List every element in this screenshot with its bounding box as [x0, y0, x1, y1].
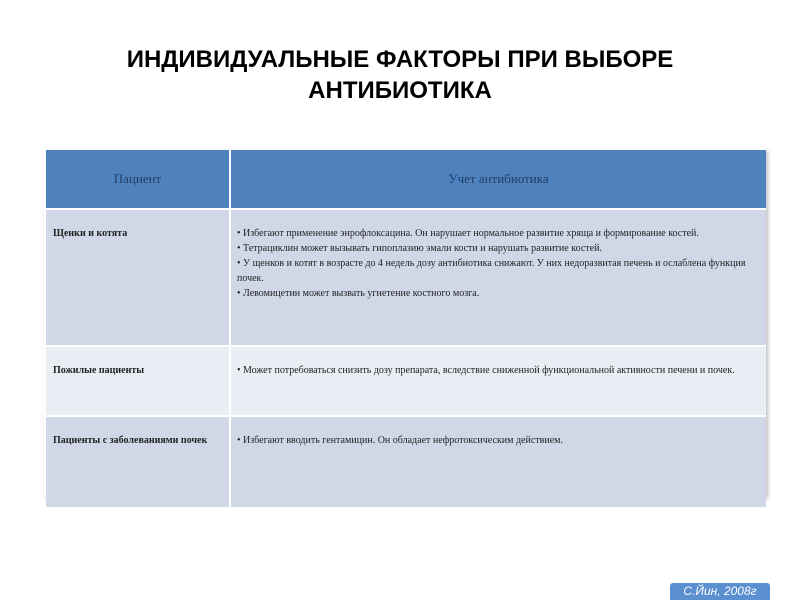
slide-title [60, 44, 740, 106]
notes-cell [230, 346, 766, 416]
note-bullet: • Избегают применение энрофлоксацина. Он нарушает нормальное развитие хряща и формирование костей. [237, 228, 699, 239]
factors-table [46, 150, 766, 507]
table-header-row [46, 150, 766, 209]
patient-cell: Щенки и котята [46, 209, 230, 346]
notes-cell [230, 416, 766, 507]
slide-title-line-2: АНТИБИОТИКА [308, 77, 492, 104]
note-bullet: • Избегают вводить гентамицин. Он обладает нефротоксическим действием. [237, 435, 563, 446]
table-row [46, 416, 766, 507]
patient-cell: Пациенты с заболеваниями почек [46, 416, 230, 507]
author-badge: С.Йин, 2008г [670, 583, 770, 600]
table-row [46, 209, 766, 346]
note-bullet: • Левомицетин может вызвать угнетение костного мозга. [237, 288, 480, 299]
note-bullet: • У щенков и котят в возрасте до 4 недель дозу антибиотика снижают. У них недоразвитая печень и ослаблена функция почек. [237, 258, 746, 284]
notes-cell [230, 209, 766, 346]
header-antibiotic: Учет антибиотика [230, 150, 766, 209]
slide-title-line-1: ИНДИВИДУАЛЬНЫЕ ФАКТОРЫ ПРИ ВЫБОРЕ [126, 46, 674, 73]
table-row [46, 346, 766, 416]
patient-cell: Пожилые пациенты [46, 346, 230, 416]
note-bullet: • Тетрациклин может вызывать гипоплазию эмали кости и нарушать развитие костей. [237, 243, 602, 254]
note-bullet: • Может потребоваться снизить дозу препарата, вследствие сниженной функциональной активности печени и почек. [237, 365, 735, 376]
header-patient: Пациент [46, 150, 230, 209]
